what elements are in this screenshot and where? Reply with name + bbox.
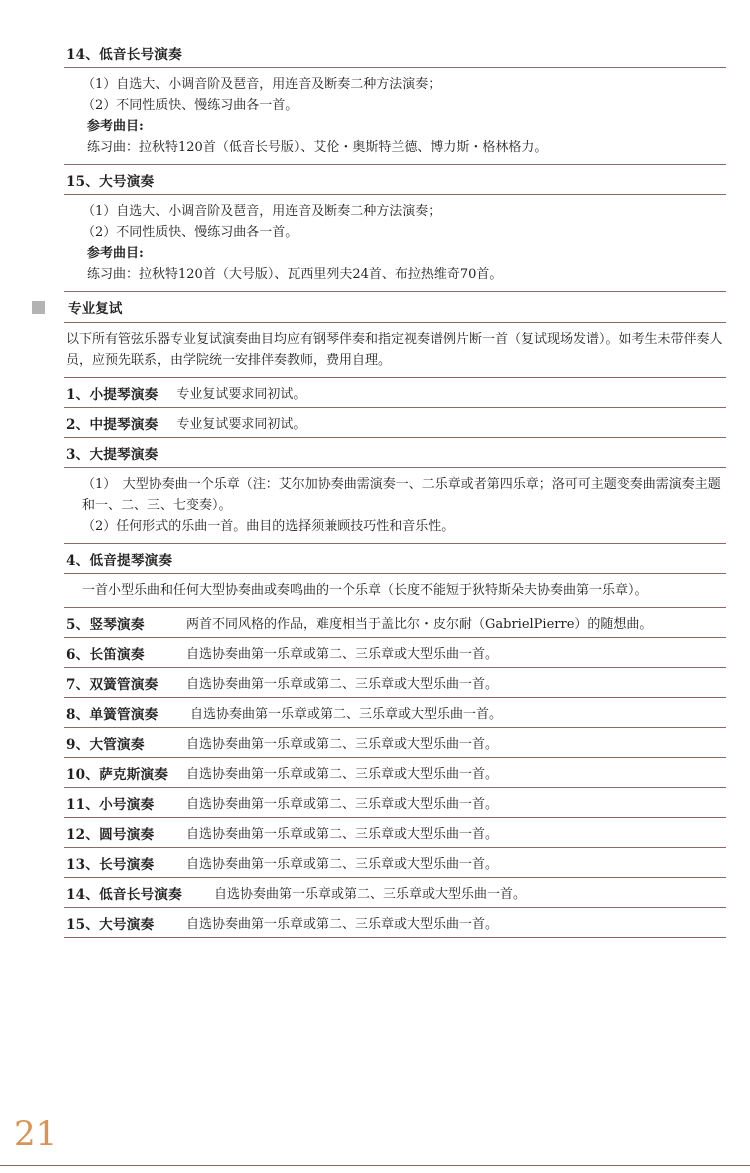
intro-text: 以下所有管弦乐器专业复试演奏曲目均应有钢琴伴奏和指定视奏谱例片断一首（复试现场发谱）。如考生未带伴奏人员，应预先联系，由学院统一安排伴奏教师，费用自理。 bbox=[66, 332, 723, 368]
item-harp bbox=[64, 608, 726, 638]
item-title: 11、小号演奏 bbox=[66, 796, 155, 813]
page-content bbox=[64, 38, 726, 938]
item-desc: 自选协奏曲第一乐章或第二、三乐章或大型乐曲一首。 bbox=[186, 737, 499, 752]
item-trumpet bbox=[64, 788, 726, 818]
item-desc: 两首不同风格的作品，难度相当于盖比尔・皮尔耐（GabrielPierre）的随想曲。 bbox=[186, 617, 653, 632]
item-clarinet bbox=[64, 698, 726, 728]
item-title: 14、低音长号演奏 bbox=[66, 46, 182, 63]
item-title: 10、萨克斯演奏 bbox=[66, 766, 169, 783]
reference-title: 参考曲目: bbox=[87, 246, 144, 261]
bottom-divider bbox=[0, 1165, 750, 1166]
item-bassoon bbox=[64, 728, 726, 758]
item-title: 9、大管演奏 bbox=[66, 736, 145, 753]
reference-text: 练习曲：拉秋特120首（大号版）、瓦西里列夫24首、布拉热维奇70首。 bbox=[87, 267, 503, 282]
item-title: 3、大提琴演奏 bbox=[66, 446, 159, 463]
item-title: 5、竖琴演奏 bbox=[66, 616, 145, 633]
item-title: 4、低音提琴演奏 bbox=[66, 552, 173, 569]
section-marker bbox=[32, 301, 45, 314]
item-cello bbox=[64, 438, 726, 468]
item-title: 8、单簧管演奏 bbox=[66, 706, 159, 723]
heading-tuba-prelim bbox=[64, 165, 726, 195]
section-intro bbox=[64, 323, 726, 378]
item-desc: 自选协奏曲第一乐章或第二、三乐章或大型乐曲一首。 bbox=[186, 827, 499, 842]
requirement-line: （2）不同性质快、慢练习曲各一首。 bbox=[82, 98, 299, 113]
item-desc: 自选协奏曲第一乐章或第二、三乐章或大型乐曲一首。 bbox=[214, 887, 527, 902]
reference-title: 参考曲目: bbox=[87, 119, 144, 134]
item-title: 1、小提琴演奏 bbox=[66, 386, 159, 403]
item-flute bbox=[64, 638, 726, 668]
item-desc: 自选协奏曲第一乐章或第二、三乐章或大型乐曲一首。 bbox=[190, 707, 503, 722]
section-title: 专业复试 bbox=[68, 301, 123, 317]
item-violin bbox=[64, 378, 726, 408]
cello-requirements bbox=[64, 468, 726, 544]
item-saxophone bbox=[64, 758, 726, 788]
item-title: 2、中提琴演奏 bbox=[66, 416, 159, 433]
item-title: 14、低音长号演奏 bbox=[66, 886, 182, 903]
requirement-line: （2）不同性质快、慢练习曲各一首。 bbox=[82, 225, 299, 240]
item-title: 7、双簧管演奏 bbox=[66, 676, 159, 693]
requirement-line: （2）任何形式的乐曲一首。曲目的选择须兼顾技巧性和音乐性。 bbox=[82, 519, 455, 534]
item-tuba bbox=[64, 908, 726, 938]
item-desc: 自选协奏曲第一乐章或第二、三乐章或大型乐曲一首。 bbox=[186, 677, 499, 692]
item-desc: 自选协奏曲第一乐章或第二、三乐章或大型乐曲一首。 bbox=[186, 647, 499, 662]
item-desc: 专业复试要求同初试。 bbox=[176, 417, 307, 432]
item-desc: 自选协奏曲第一乐章或第二、三乐章或大型乐曲一首。 bbox=[186, 767, 499, 782]
item-trombone bbox=[64, 848, 726, 878]
item-title: 15、大号演奏 bbox=[66, 916, 155, 933]
item-oboe bbox=[64, 668, 726, 698]
requirement-line: 一首小型乐曲和任何大型协奏曲或奏鸣曲的一个乐章（长度不能短于狄特斯朵夫协奏曲第一乐章）。 bbox=[82, 583, 648, 598]
item-title: 12、圆号演奏 bbox=[66, 826, 155, 843]
item-desc: 自选协奏曲第一乐章或第二、三乐章或大型乐曲一首。 bbox=[186, 857, 499, 872]
item-desc: 自选协奏曲第一乐章或第二、三乐章或大型乐曲一首。 bbox=[186, 797, 499, 812]
requirement-line: （1） 大型协奏曲一个乐章（注：艾尔加协奏曲需演奏一、二乐章或者第四乐章；洛可可主题变奏曲需演奏主题和一、二、三、七变奏）。 bbox=[82, 477, 721, 513]
reference-text: 练习曲：拉秋特120首（低音长号版）、艾伦・奥斯特兰德、博力斯・格林格力。 bbox=[87, 140, 548, 155]
item-horn bbox=[64, 818, 726, 848]
requirements-bass-trombone bbox=[64, 68, 726, 165]
requirement-line: （1）自选大、小调音阶及琶音，用连音及断奏二种方法演奏； bbox=[82, 204, 442, 219]
double-bass-requirements bbox=[64, 574, 726, 608]
item-title: 15、大号演奏 bbox=[66, 173, 155, 190]
section-header bbox=[64, 292, 726, 323]
item-viola bbox=[64, 408, 726, 438]
item-double-bass bbox=[64, 544, 726, 574]
heading-bass-trombone-prelim bbox=[64, 38, 726, 68]
requirements-tuba bbox=[64, 195, 726, 292]
item-title: 6、长笛演奏 bbox=[66, 646, 145, 663]
item-bass-trombone bbox=[64, 878, 726, 908]
page-number: 21 bbox=[14, 1114, 58, 1154]
item-title: 13、长号演奏 bbox=[66, 856, 155, 873]
requirement-line: （1）自选大、小调音阶及琶音，用连音及断奏二种方法演奏； bbox=[82, 77, 442, 92]
item-desc: 专业复试要求同初试。 bbox=[176, 387, 307, 402]
item-desc: 自选协奏曲第一乐章或第二、三乐章或大型乐曲一首。 bbox=[186, 917, 499, 932]
